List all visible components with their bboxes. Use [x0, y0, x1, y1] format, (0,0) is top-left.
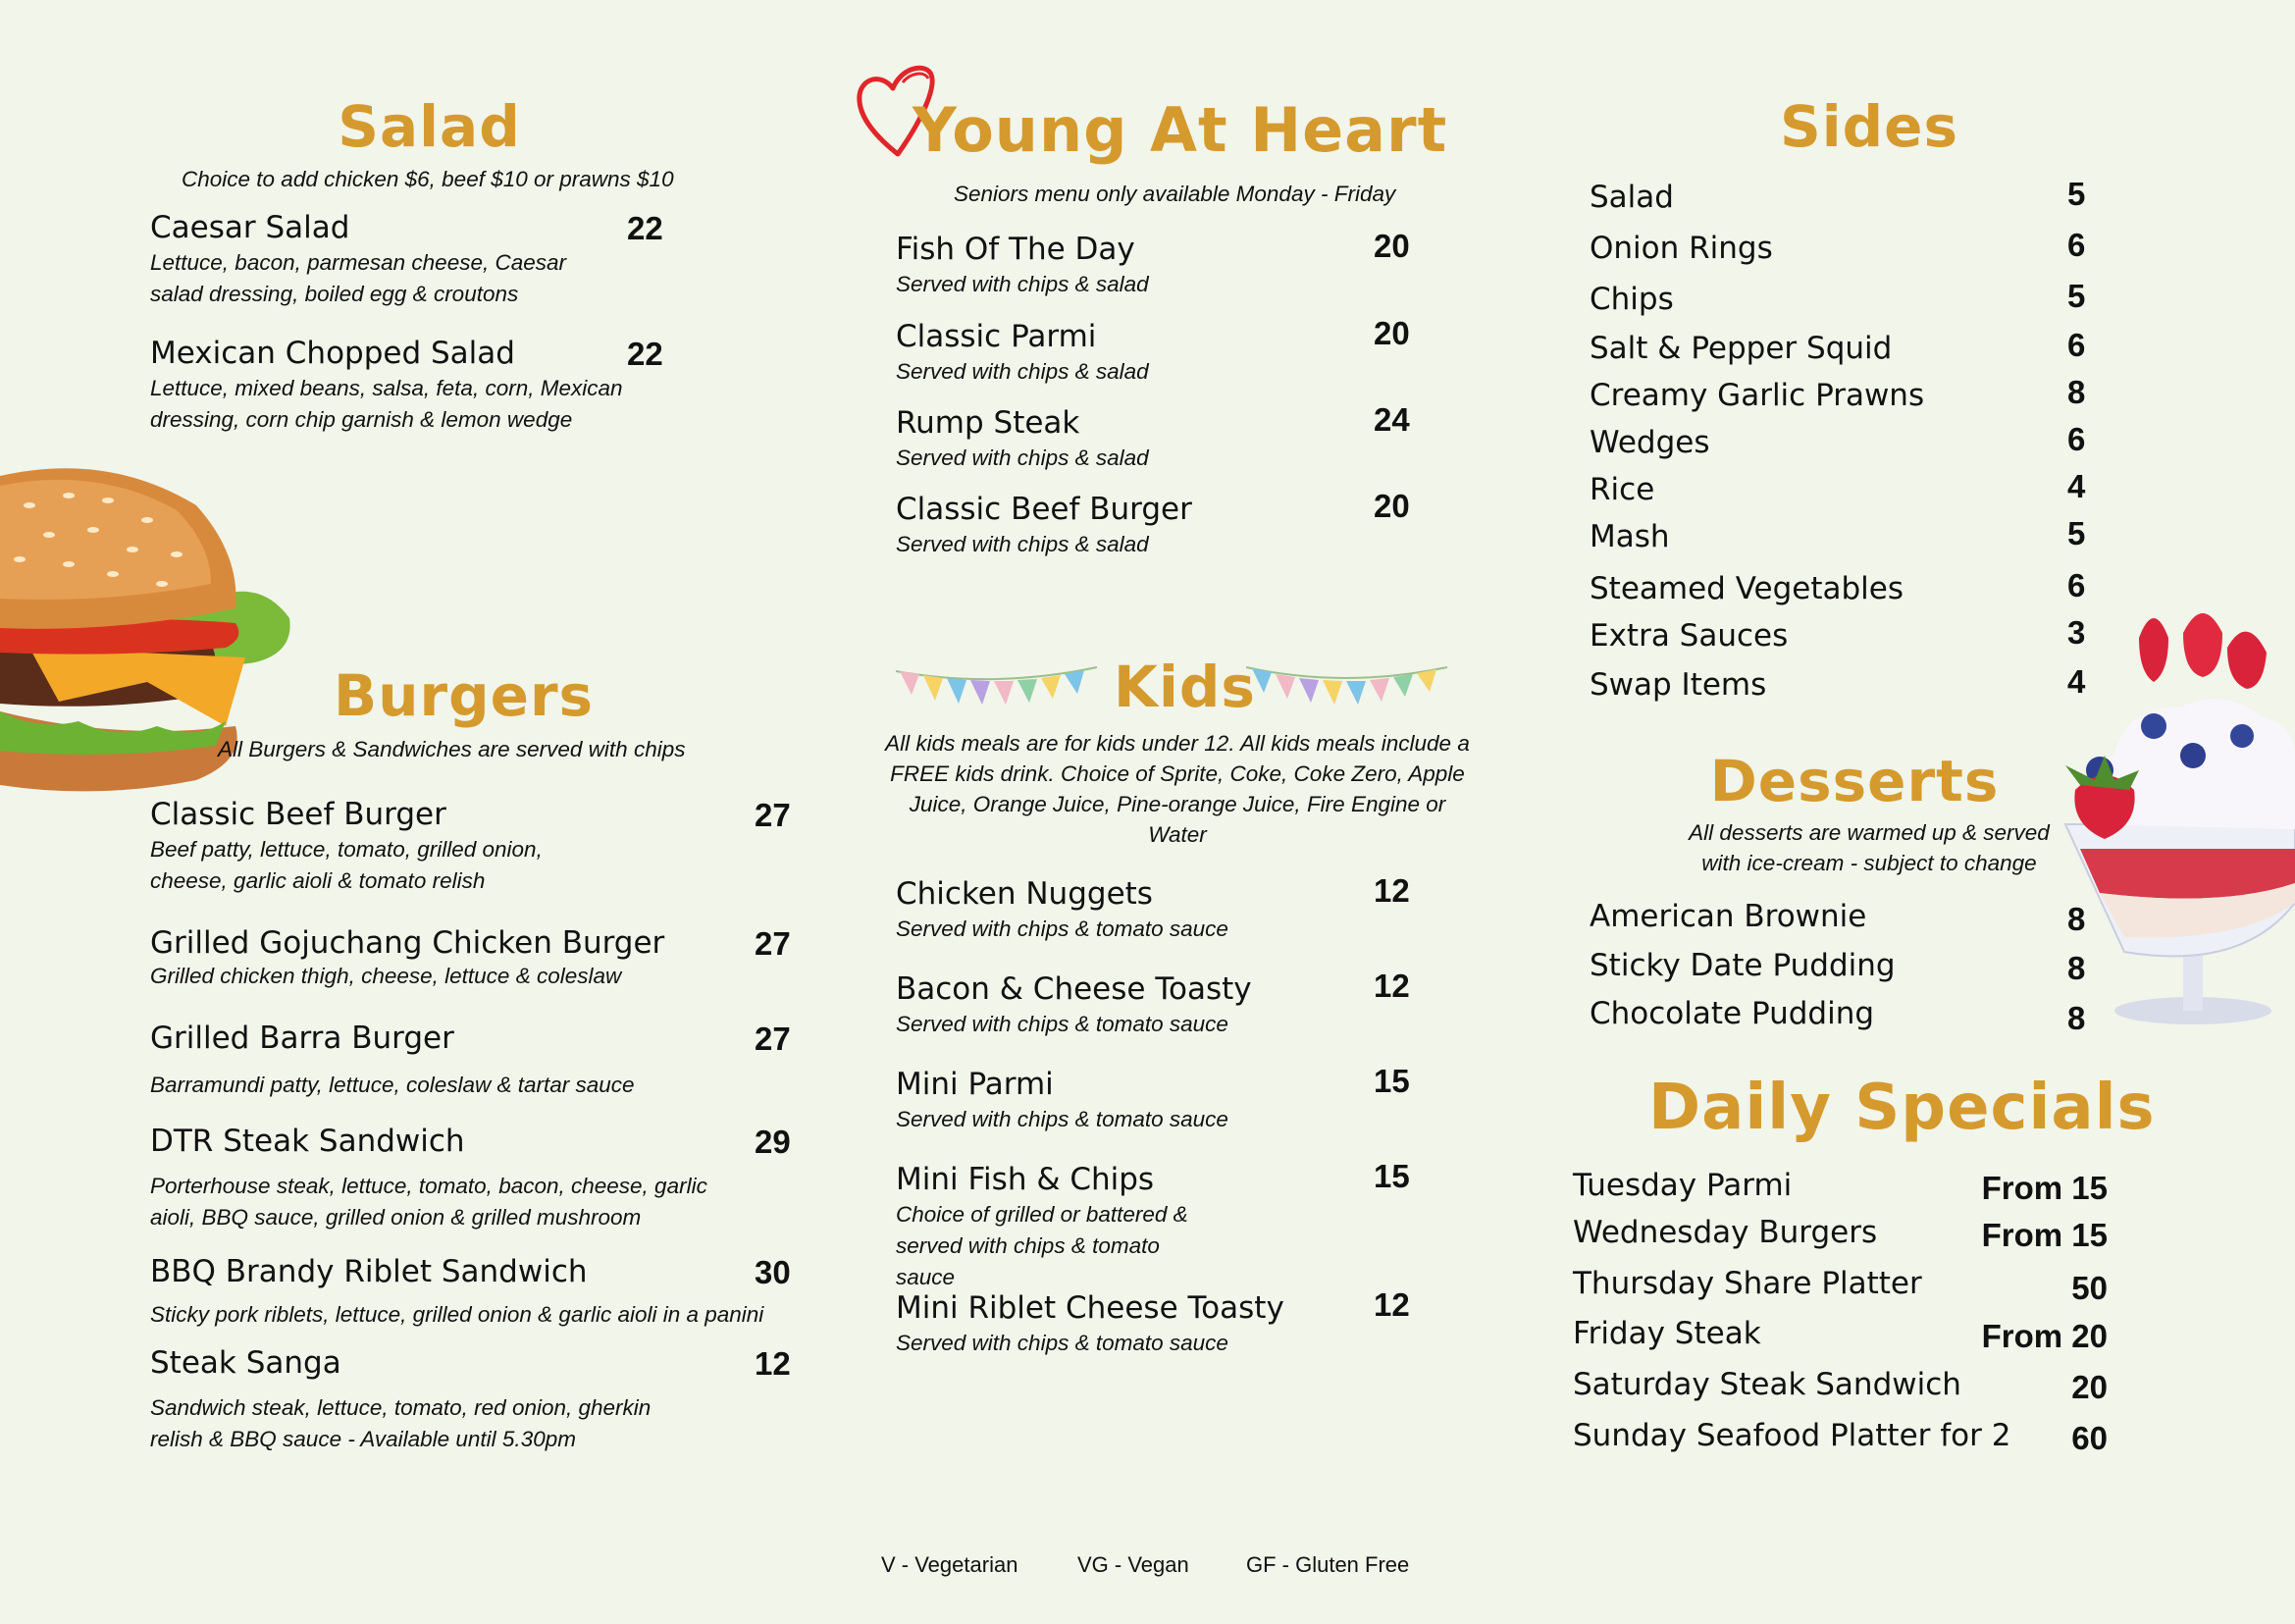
item-desc: Sandwich steak, lettuce, tomato, red onion, gherkin relish & BBQ sauce - Available until 5.30pm [150, 1395, 652, 1451]
item-name: Grilled Gojuchang Chicken Burger [150, 925, 665, 961]
salad-note: Choice to add chicken $6, beef $10 or prawns $10 [182, 167, 674, 191]
item-name: American Brownie [1590, 899, 1867, 934]
side-item [1590, 327, 2090, 366]
side-item [1590, 374, 2090, 413]
item-name: Tuesday Parmi [1573, 1168, 1793, 1203]
item-price: From 15 [1981, 1170, 2108, 1206]
side-item [1590, 176, 2090, 215]
item-price: 8 [2067, 1000, 2086, 1036]
sides-title: Sides [1779, 93, 1959, 160]
kids-item [896, 1158, 1426, 1293]
legend-vegan: VG - Vegan [1077, 1552, 1189, 1577]
item-price: 15 [1374, 1063, 1410, 1099]
item-name: Steak Sanga [150, 1345, 341, 1381]
kids-item [896, 968, 1426, 1040]
item-price: 4 [2067, 468, 2086, 504]
burger-item [150, 1345, 798, 1455]
item-name: Chocolate Pudding [1590, 996, 1875, 1031]
item-name: Onion Rings [1590, 231, 1773, 266]
item-price: 8 [2067, 950, 2086, 986]
item-desc: Grilled chicken thigh, cheese, lettuce & coleslaw [150, 964, 622, 988]
item-name: Caesar Salad [150, 210, 350, 245]
item-price: 12 [1374, 872, 1410, 909]
kids-item [896, 1063, 1426, 1135]
item-price: From 15 [1981, 1217, 2108, 1253]
item-price: 50 [2071, 1270, 2108, 1306]
item-desc: Choice of grilled or battered & served with chips & tomato sauce [896, 1202, 1188, 1289]
young-at-heart-note: Seniors menu only available Monday - Friday [954, 182, 1396, 206]
item-name: Sticky Date Pudding [1590, 948, 1896, 983]
item-desc: Beef patty, lettuce, tomato, grilled onion, cheese, garlic aioli & tomato relish [150, 837, 543, 893]
item-price: 20 [1374, 228, 1410, 264]
item-desc: Porterhouse steak, lettuce, tomato, bacon, cheese, garlic aioli, BBQ sauce, grilled onion & grilled mushroom [150, 1174, 707, 1230]
item-price: 6 [2067, 567, 2086, 603]
item-name: Fish Of The Day [896, 232, 1135, 267]
item-name: Classic Beef Burger [896, 492, 1192, 527]
item-name: Creamy Garlic Prawns [1590, 378, 1925, 413]
item-name: Salt & Pepper Squid [1590, 331, 1893, 366]
item-name: Rice [1590, 472, 1655, 507]
item-name: Salad [1590, 180, 1674, 215]
item-name: Classic Parmi [896, 319, 1097, 354]
side-item [1590, 468, 2090, 507]
side-item [1590, 663, 2090, 703]
item-price: 20 [2071, 1369, 2108, 1405]
item-name: Rump Steak [896, 405, 1080, 441]
daily-specials-title: Daily Specials [1648, 1072, 2156, 1144]
legend-gluten-free: GF - Gluten Free [1246, 1552, 1410, 1577]
desserts-title: Desserts [1709, 748, 2000, 814]
item-name: Chips [1590, 282, 1674, 317]
item-price: 60 [2071, 1420, 2108, 1456]
burger-item [150, 797, 798, 897]
item-name: Mexican Chopped Salad [150, 336, 515, 371]
item-name: Chicken Nuggets [896, 876, 1153, 912]
special-item [1573, 1215, 2108, 1253]
item-name: Steamed Vegetables [1590, 571, 1904, 606]
burgers-title: Burgers [334, 662, 595, 729]
item-price: 8 [2067, 901, 2086, 937]
salad-title: Salad [338, 93, 521, 160]
item-price: From 20 [1981, 1318, 2108, 1354]
item-price: 29 [755, 1124, 791, 1160]
item-desc: Sticky pork riblets, lettuce, grilled onion & garlic aioli in a panini [150, 1302, 764, 1327]
item-name: Friday Steak [1573, 1316, 1761, 1351]
item-desc: Served with chips & salad [896, 445, 1149, 470]
item-desc: Served with chips & tomato sauce [896, 1107, 1228, 1131]
item-price: 4 [2067, 663, 2086, 700]
item-name: Grilled Barra Burger [150, 1021, 454, 1056]
burger-item [150, 925, 798, 992]
item-name: BBQ Brandy Riblet Sandwich [150, 1254, 588, 1289]
item-price: 27 [755, 797, 791, 833]
bunting-right-decoration [1246, 659, 1452, 718]
item-price: 3 [2067, 614, 2086, 651]
burger-item [150, 1254, 798, 1331]
burgers-note: All Burgers & Sandwiches are served with chips [218, 737, 686, 761]
item-name: Mini Riblet Cheese Toasty [896, 1290, 1284, 1326]
item-name: Wedges [1590, 425, 1710, 460]
special-item [1573, 1418, 2108, 1456]
item-name: Wednesday Burgers [1573, 1215, 1878, 1250]
item-price: 12 [1374, 968, 1410, 1004]
item-name: Thursday Share Platter [1573, 1266, 1922, 1301]
side-item [1590, 515, 2090, 554]
desserts-note: All desserts are warmed up & served with ice-cream - subject to change [1689, 820, 2050, 875]
kids-note: All kids meals are for kids under 12. All kids meals include a FREE kids drink. Choice of Sprite, Coke, Coke Zero, Apple Juice, Orange Juice, Pine-orange Juice, Fire Engine or Water [885, 731, 1470, 847]
item-name: Mini Fish & Chips [896, 1162, 1155, 1197]
young-item [896, 401, 1426, 474]
item-price: 27 [755, 925, 791, 962]
side-item [1590, 227, 2090, 266]
item-name: Swap Items [1590, 667, 1767, 703]
item-name: Mini Parmi [896, 1067, 1054, 1102]
special-item [1573, 1266, 2108, 1306]
item-desc: Barramundi patty, lettuce, coleslaw & tartar sauce [150, 1073, 635, 1097]
item-desc: Served with chips & salad [896, 532, 1149, 556]
burger-item [150, 1021, 798, 1101]
item-price: 5 [2067, 176, 2086, 212]
item-price: 27 [755, 1021, 791, 1057]
item-price: 22 [627, 336, 663, 372]
item-price: 8 [2067, 374, 2086, 410]
item-name: Classic Beef Burger [150, 797, 446, 832]
kids-item [896, 1286, 1426, 1359]
item-price: 22 [627, 210, 663, 246]
dessert-item [1590, 996, 2090, 1036]
burger-item [150, 1124, 798, 1233]
item-desc: Served with chips & tomato sauce [896, 917, 1228, 941]
side-item [1590, 614, 2090, 654]
item-name: Extra Sauces [1590, 618, 1789, 654]
young-item [896, 315, 1426, 388]
salad-item [150, 210, 680, 310]
dessert-item [1590, 899, 2090, 937]
item-price: 24 [1374, 401, 1410, 438]
special-item [1573, 1316, 2108, 1354]
young-item [896, 228, 1426, 300]
item-name: Mash [1590, 519, 1670, 554]
item-desc: Lettuce, bacon, parmesan cheese, Caesar salad dressing, boiled egg & croutons [150, 250, 567, 306]
side-item [1590, 567, 2090, 606]
item-price: 6 [2067, 421, 2086, 457]
salad-item [150, 336, 680, 436]
young-item [896, 488, 1426, 560]
item-price: 6 [2067, 327, 2086, 363]
item-desc: Served with chips & salad [896, 272, 1149, 296]
kids-item [896, 872, 1426, 945]
item-desc: Served with chips & tomato sauce [896, 1331, 1228, 1355]
item-price: 5 [2067, 278, 2086, 314]
burger-illustration [0, 446, 304, 829]
item-price: 30 [755, 1254, 791, 1290]
bunting-left-decoration [896, 659, 1102, 718]
side-item [1590, 421, 2090, 460]
item-price: 20 [1374, 315, 1410, 351]
item-price: 20 [1374, 488, 1410, 524]
item-desc: Lettuce, mixed beans, salsa, feta, corn, Mexican dressing, corn chip garnish & lemon wedge [150, 376, 623, 432]
item-price: 15 [1374, 1158, 1410, 1194]
item-price: 6 [2067, 227, 2086, 263]
item-price: 12 [1374, 1286, 1410, 1323]
item-name: DTR Steak Sandwich [150, 1124, 465, 1159]
legend-vegetarian: V - Vegetarian [881, 1552, 1018, 1577]
item-desc: Served with chips & tomato sauce [896, 1012, 1228, 1036]
item-desc: Served with chips & salad [896, 359, 1149, 384]
dessert-item [1590, 948, 2090, 986]
special-item [1573, 1367, 2108, 1405]
young-at-heart-title: Young At Heart [913, 94, 1448, 166]
item-price: 5 [2067, 515, 2086, 551]
item-name: Sunday Seafood Platter for 2 [1573, 1418, 2011, 1453]
item-name: Bacon & Cheese Toasty [896, 971, 1252, 1007]
special-item [1573, 1168, 2108, 1206]
item-name: Saturday Steak Sandwich [1573, 1367, 1961, 1402]
side-item [1590, 278, 2090, 317]
item-price: 12 [755, 1345, 791, 1382]
kids-title: Kids [1114, 654, 1256, 720]
